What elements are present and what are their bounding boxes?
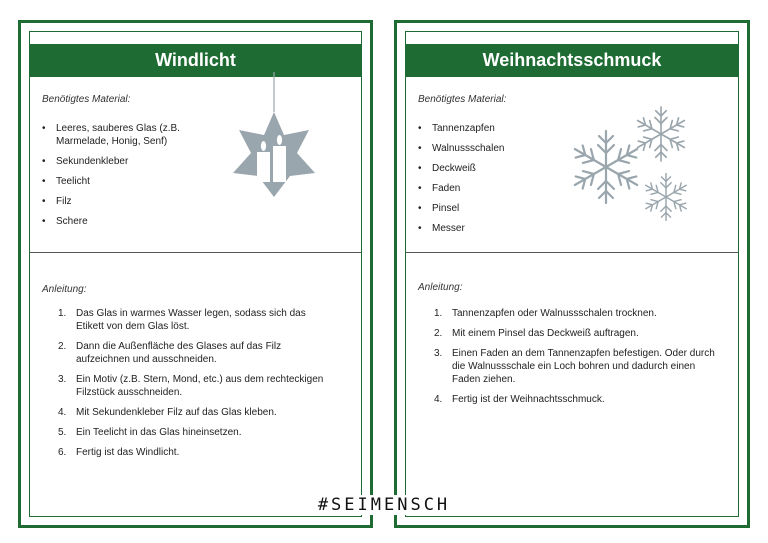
material-label: Benötigtes Material: bbox=[418, 94, 507, 105]
card-weihnachtsschmuck-inner bbox=[405, 31, 739, 517]
hashtag-text: #SEIMENSCH bbox=[314, 495, 454, 515]
card-windlicht-inner bbox=[29, 31, 362, 517]
list-item: • Schere bbox=[42, 215, 212, 228]
list-item: • Messer bbox=[418, 222, 578, 235]
list-item: • Faden bbox=[418, 182, 578, 195]
material-label: Benötigtes Material: bbox=[42, 94, 131, 105]
material-list bbox=[418, 122, 578, 242]
list-item: • Pinsel bbox=[418, 202, 578, 215]
list-item: 6. Fertig ist das Windlicht. bbox=[58, 447, 180, 458]
section-divider bbox=[30, 252, 361, 253]
card-title: Windlicht bbox=[30, 44, 361, 77]
hanging-star-with-candles-icon bbox=[220, 72, 330, 222]
list-item: • Tannenzapfen bbox=[418, 122, 578, 135]
list-item: 3. Ein Motiv (z.B. Stern, Mond, etc.) aus dem rechteckigen Filzstück ausschneiden. bbox=[58, 374, 324, 398]
snowflakes-icon bbox=[566, 102, 696, 222]
material-list bbox=[42, 122, 212, 235]
instructions-label: Anleitung: bbox=[42, 284, 87, 295]
list-item: 1. Tannenzapfen oder Walnussschalen trocknen. bbox=[434, 308, 657, 319]
list-item: • Walnussschalen bbox=[418, 142, 578, 155]
list-item: • Deckweiß bbox=[418, 162, 578, 175]
list-item: • Sekundenkleber bbox=[42, 155, 212, 168]
instructions-label: Anleitung: bbox=[418, 282, 463, 293]
card-windlicht bbox=[18, 20, 373, 528]
list-item: 5. Ein Teelicht in das Glas hineinsetzen. bbox=[58, 427, 242, 438]
list-item: • Leeres, sauberes Glas (z.B. Marmelade, Honig, Senf) bbox=[42, 122, 212, 148]
list-item: • Teelicht bbox=[42, 175, 212, 188]
instructions-list bbox=[58, 307, 333, 466]
card-weihnachtsschmuck bbox=[394, 20, 750, 528]
instructions-list bbox=[434, 307, 724, 413]
list-item: 2. Dann die Außenfläche des Glases auf das Filz aufzeichnen und ausschneiden. bbox=[58, 341, 282, 365]
list-item: 4. Fertig ist der Weihnachtsschmuck. bbox=[434, 394, 605, 405]
list-item: 3. Einen Faden an dem Tannenzapfen befestigen. Oder durch die Walnussschale ein Loch bohren und dadurch einen Faden ziehen. bbox=[434, 348, 715, 385]
hashtag-footer bbox=[0, 495, 768, 515]
list-item: • Filz bbox=[42, 195, 212, 208]
section-divider bbox=[406, 252, 738, 253]
list-item: 2. Mit einem Pinsel das Deckweiß auftragen. bbox=[434, 328, 639, 339]
list-item: 1. Das Glas in warmes Wasser legen, sodass sich das Etikett von dem Glas löst. bbox=[58, 308, 306, 332]
list-item: 4. Mit Sekundenkleber Filz auf das Glas kleben. bbox=[58, 407, 277, 418]
card-title: Weihnachtsschmuck bbox=[406, 44, 738, 77]
